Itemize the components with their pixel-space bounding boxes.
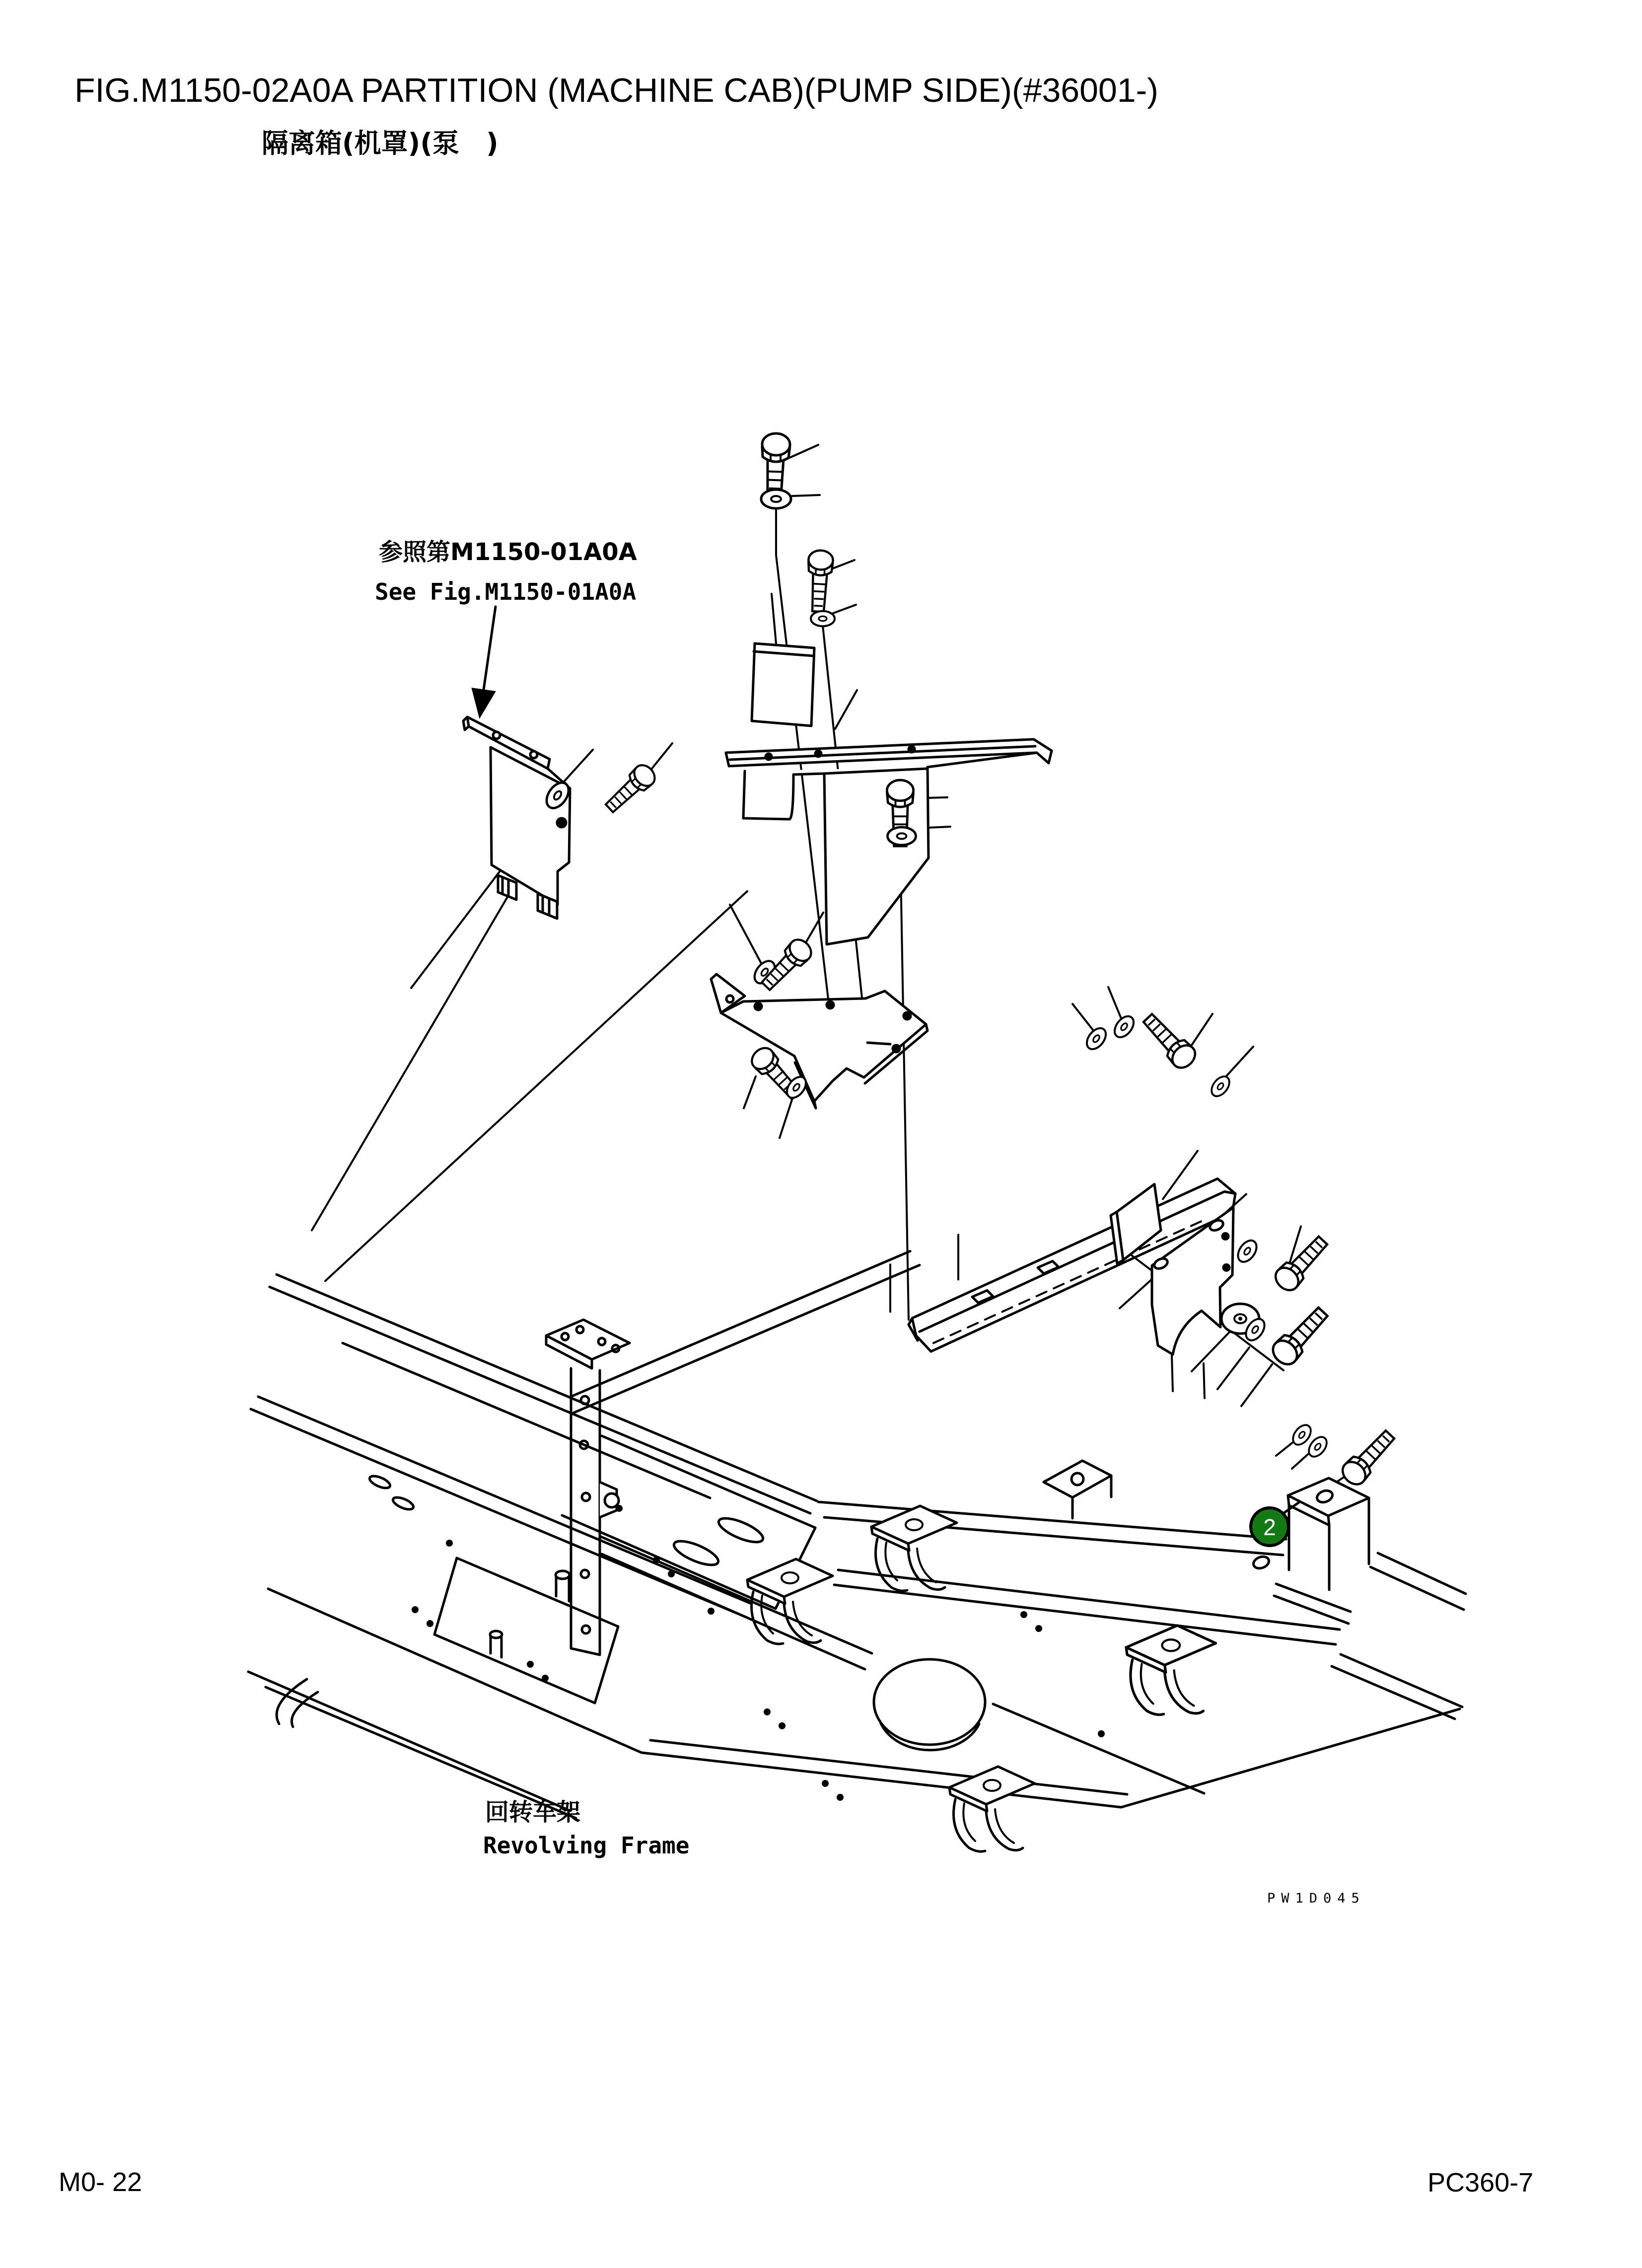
- bolt-icon: [1268, 1303, 1333, 1369]
- washer-icon: [811, 611, 835, 626]
- part-square-plate: [752, 643, 814, 726]
- see-fig-arrow: [480, 607, 496, 714]
- bolt-icon: [1338, 1426, 1399, 1489]
- part-lower-plate: [711, 974, 928, 1108]
- bolt-icon: [1271, 1232, 1332, 1295]
- frame-label-en: Revolving Frame: [483, 1832, 690, 1859]
- washer-icon: [1234, 1237, 1260, 1266]
- reference-label-en: See Fig.M1150-01A0A: [375, 578, 637, 605]
- figure-subtitle: 隔离箱(机罩)(泵 ): [262, 128, 499, 159]
- part-pad-block: [1111, 1184, 1161, 1264]
- washer-icon: [761, 490, 791, 508]
- bolt-icon: [806, 550, 834, 612]
- figure-title: FIG.M1150-02A0A PARTITION (MACHINE CAB)(PUMP SIDE)(#36001-): [74, 71, 1158, 109]
- bolt-icon: [602, 761, 659, 817]
- washer-icon: [888, 827, 916, 845]
- footer-model: PC360-7: [1428, 2168, 1534, 2197]
- part-left-panel: [463, 717, 570, 919]
- washer-icon: [1111, 1013, 1138, 1041]
- callout-2-badge[interactable]: [1251, 1502, 1299, 1546]
- frame-label-cn: 回转车架: [485, 1798, 581, 1826]
- reference-label-cn: 参照第M1150-01A0A: [379, 538, 637, 566]
- washer-icon: [1083, 1025, 1110, 1053]
- part-cover-bracket: [726, 739, 1052, 944]
- bolt-icon: [1139, 1009, 1200, 1072]
- washer-icon: [1208, 1073, 1233, 1099]
- drawing-code: PW1D045: [1267, 1891, 1365, 1906]
- callout-number: 2: [1263, 1514, 1276, 1540]
- footer-page-number: M0- 22: [59, 2167, 143, 2197]
